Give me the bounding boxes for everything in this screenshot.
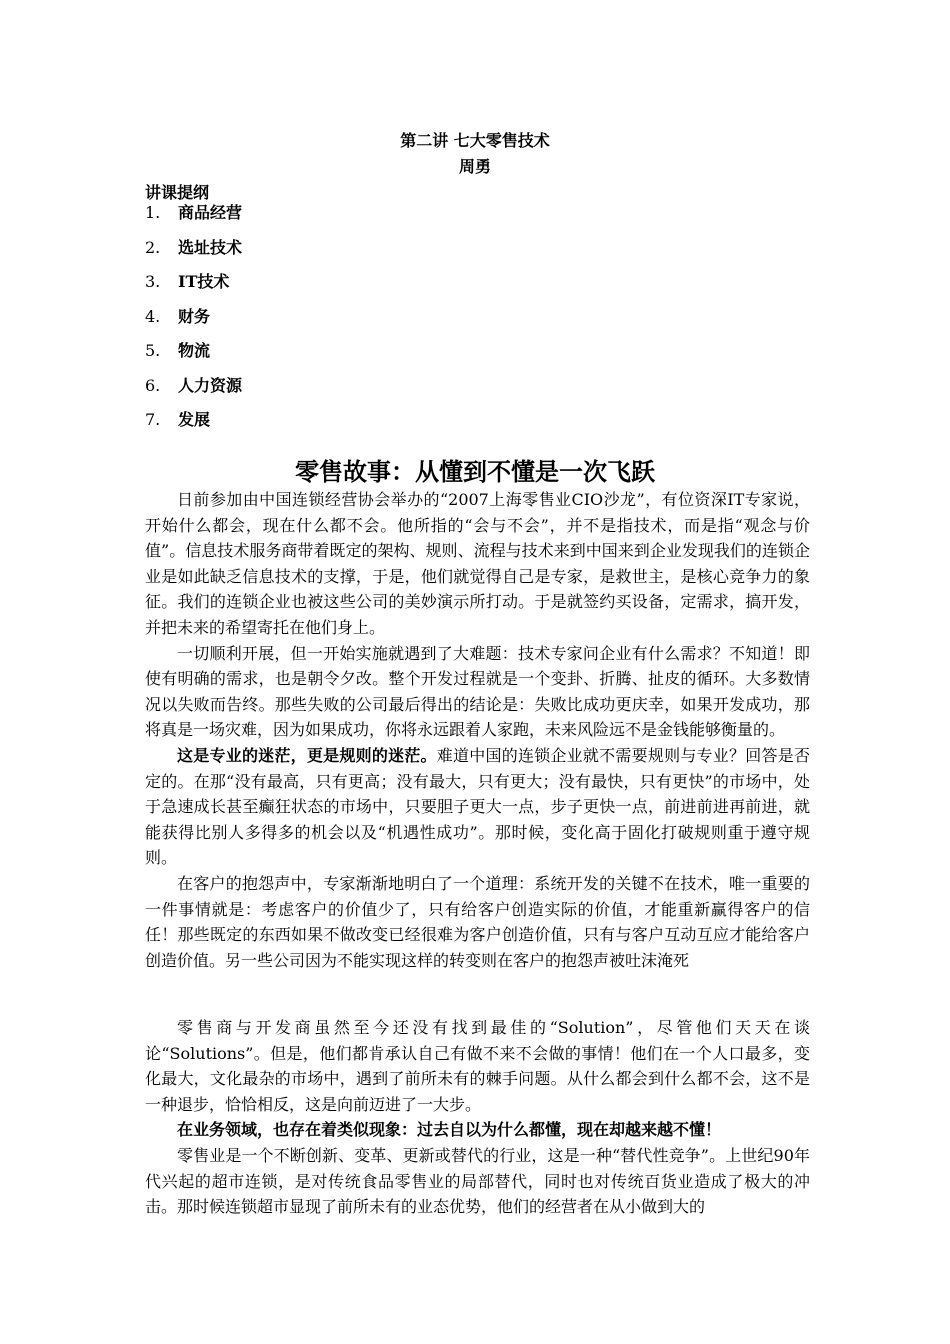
outline-number: 2. — [145, 237, 161, 257]
paragraph: 日前参加由中国连锁经营协会举办的“2007上海零售业CIO沙龙”，有位资深IT专家说，开始什么都会，现在什么都不会。他所指的“会与不会”，并不是指技术，而是指“观念与价值”。信息技术服务商带着既定的架构、规则、流程与技术来到中国来到企业发现我们的连锁企业是如此缺乏信息技术的支撑，于是，他们就觉得自己是专家，是救世主，是核心竞争力的象征。我们的连锁企业也被这些公司的美妙演示所打动。于是就签约买设备，定需求，搞开发，并把未来的希望寄托在他们身上。 — [145, 490, 810, 637]
article-body-part-2 — [145, 1015, 810, 1220]
outline-label: 人力资源 — [178, 375, 243, 395]
outline-label: 商品经营 — [178, 203, 243, 222]
outline-item — [145, 202, 242, 237]
outline-number: 5. — [145, 341, 161, 360]
outline-number: 3. — [145, 272, 161, 291]
section-statement: 在业务领域，也存在着类似现象：过去自以为什么都懂，现在却越来越不懂！ — [177, 1120, 722, 1140]
outline-item — [145, 237, 242, 272]
paragraph: 一切顺利开展，但一开始实施就遇到了大难题：技术专家问企业有什么需求？不知道！即使有明确的需求，也是朝令夕改。整个开发过程就是一个变卦、折腾、扯皮的循环。大多数情况以失败而告终。那些失败的公司最后得出的结论是：失败比成功更庆幸，如果开发成功，那将真是一场灾难，因为如果成功，你将永远跟着人家跑，未来风险远不是金钱能够衡量的。 — [145, 643, 810, 740]
outline-number: 1. — [145, 203, 161, 222]
outline-label: 发展 — [178, 410, 211, 429]
paragraph: 零售商与开发商虽然至今还没有找到最佳的“Solution”，尽管他们天天在谈论“Solutions”。但是，他们都肯承认自己有做不来不会做的事情！他们在一个人口最多，变化最大，文化最杂的市场中，遇到了前所未有的棘手问题。从什么都会到什么都不会，这不是一种退步，恰恰相反，这是向前迈进了一大步。 — [145, 1018, 810, 1114]
outline-label: 财务 — [178, 306, 211, 326]
outline-list — [145, 202, 242, 444]
outline-heading: 讲课提纲 — [145, 183, 210, 202]
outline-item — [145, 271, 242, 306]
outline-item — [145, 340, 242, 375]
outline-item — [145, 375, 242, 410]
paragraph — [145, 743, 810, 871]
outline-label: IT技术 — [178, 272, 230, 291]
outline-number: 6. — [145, 375, 161, 395]
outline-label: 物流 — [178, 341, 211, 360]
paragraph-rest: 难道中国的连锁企业就不需要规则与专业？回答是否定的。在那“没有最高，只有更高；没有最大，只有更大；没有最快，只有更快”的市场中，处于急速成长甚至癫狂状态的市场中，只要胆子更大一点，步子更快一点，前进前进再前进，就能获得比别人多得多的机会以及“机遇性成功”。那时候，变化高于固化打破规则重于遵守规则。 — [145, 745, 810, 868]
outline-number: 4. — [145, 306, 161, 326]
outline-item — [145, 306, 242, 341]
outline-label: 选址技术 — [178, 237, 243, 257]
paragraph: 零售业是一个不断创新、变革、更新或替代的行业，这是一种“替代性竞争”。上世纪90年代兴起的超市连锁，是对传统食品零售业的局部替代，同时也对传统百货业造成了极大的冲击。那时候连锁超市显现了前所未有的业态优势，他们的经营者在从小做到大的 — [145, 1145, 810, 1217]
article-body-part-1 — [145, 487, 810, 973]
author-name: 周勇 — [458, 157, 491, 176]
outline-item — [145, 409, 242, 444]
article-headline: 零售故事：从懂到不懂是一次飞跃 — [295, 458, 655, 486]
page-title: 第二讲 七大零售技术 — [400, 131, 550, 150]
paragraph-lead: 这是专业的迷茫，更是规则的迷茫。 — [177, 745, 437, 765]
paragraph: 在客户的抱怨声中，专家渐渐地明白了一个道理：系统开发的关键不在技术，唯一重要的一件事情就是：考虑客户的价值少了，只有给客户创造实际的价值，才能重新赢得客户的信任！那些既定的东西如果不做改变已经很难为客户创造价值，只有与客户互动互应才能给客户创造价值。另一些公司因为不能实现这样的转变则在客户的抱怨声被吐沫淹死 — [145, 873, 810, 970]
outline-number: 7. — [145, 410, 161, 429]
